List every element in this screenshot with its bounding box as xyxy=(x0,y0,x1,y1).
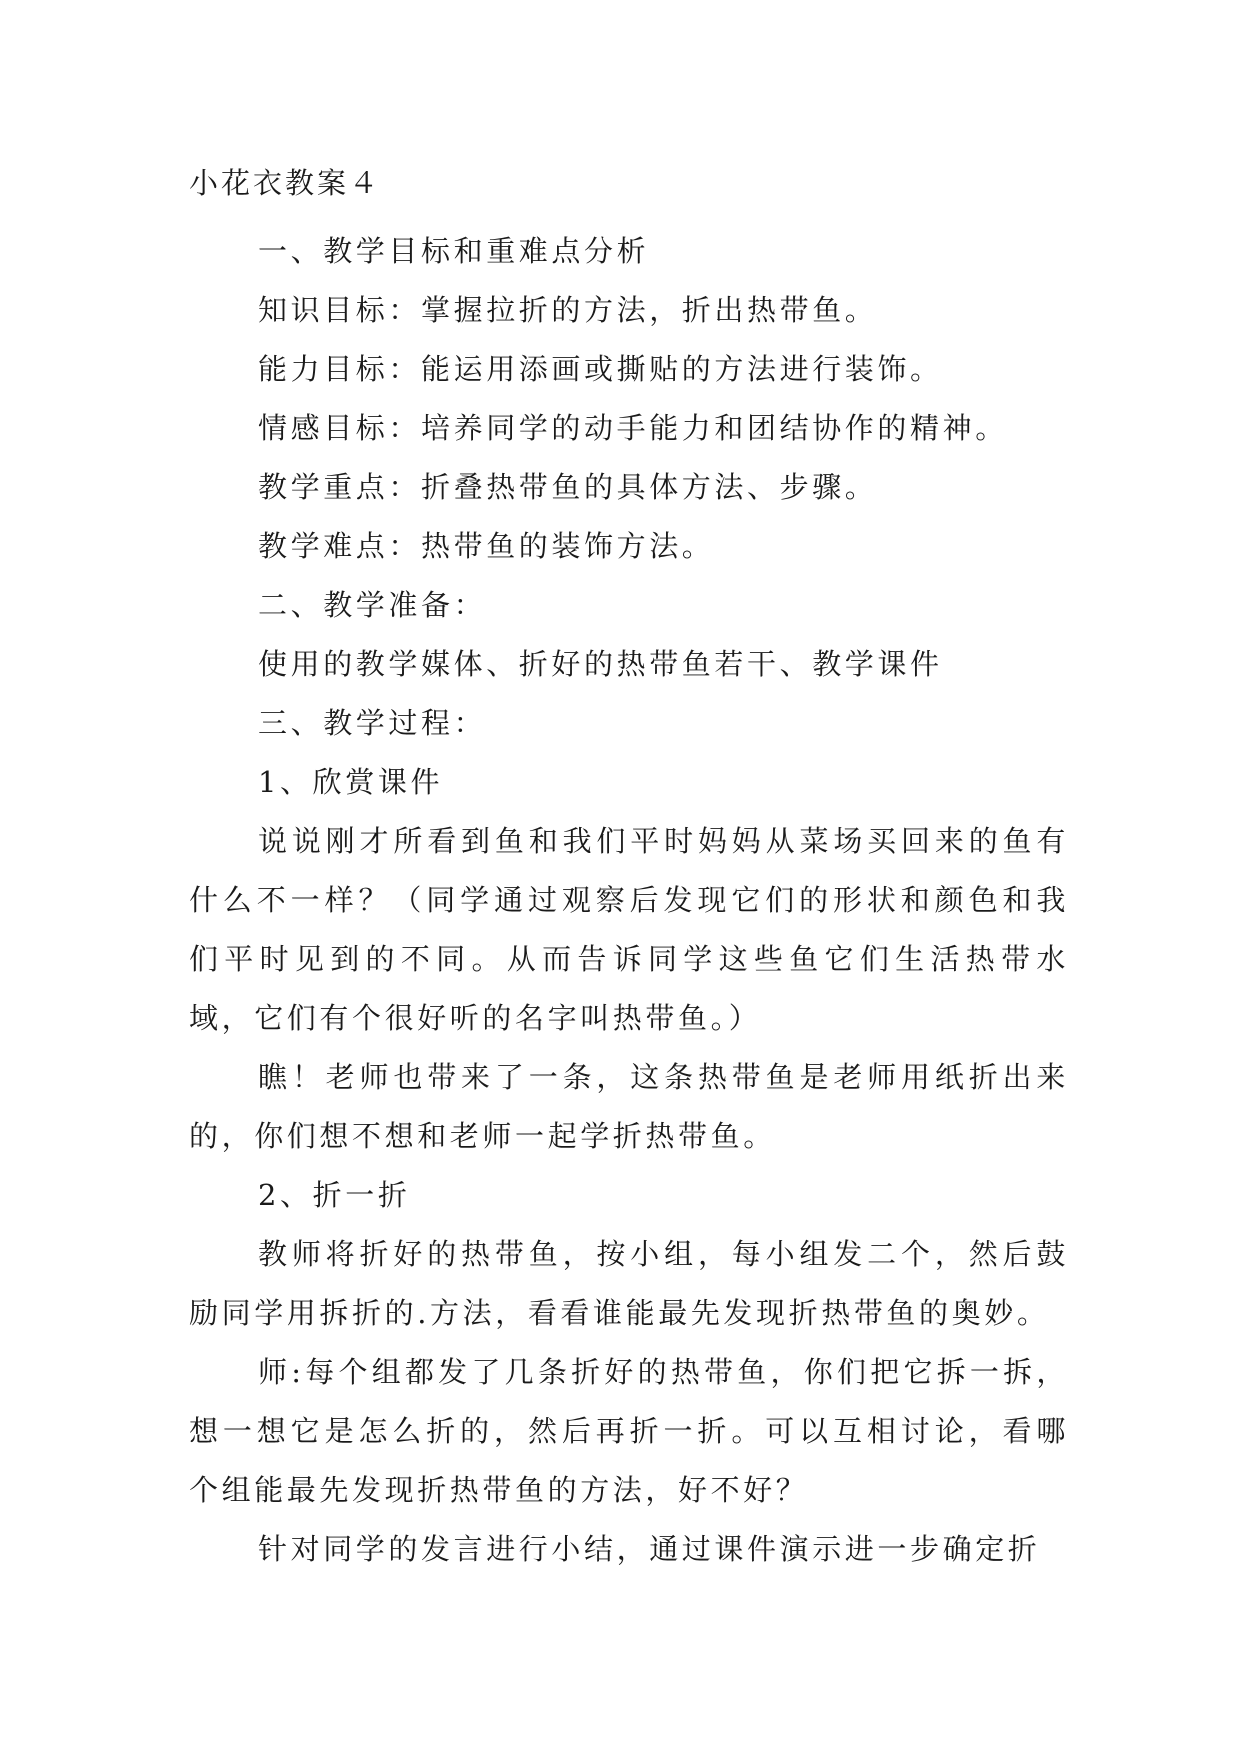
document-title: 小花衣教案４ xyxy=(189,166,382,200)
body-paragraph: 针对同学的发言进行小结，通过课件演示进一步确定折 xyxy=(258,1532,1041,1566)
body-paragraph: 教师将折好的热带鱼，按小组，每小组发二个，然后鼓励同学用拆折的.方法，看看谁能最先发现折热带鱼的奥妙。 xyxy=(189,1237,1069,1330)
body-paragraph: 师:每个组都发了几条折好的热带鱼，你们把它拆一拆，想一想它是怎么折的，然后再折一折。可以互相讨论，看哪个组能最先发现折热带鱼的方法，好不好？ xyxy=(189,1355,1069,1507)
section-heading-preparation: 二、教学准备： xyxy=(258,588,487,622)
section-heading-objectives: 一、教学目标和重难点分析 xyxy=(258,234,650,268)
body-paragraph: 瞧！老师也带来了一条，这条热带鱼是老师用纸折出来的，你们想不想和老师一起学折热带鱼。 xyxy=(189,1060,1069,1153)
teaching-difficulty: 教学难点：热带鱼的装饰方法。 xyxy=(258,529,715,563)
document-body xyxy=(189,222,1069,1579)
emotion-objective: 情感目标：培养同学的动手能力和团结协作的精神。 xyxy=(258,411,1008,445)
step-heading-fold: 2、折一折 xyxy=(258,1178,411,1212)
knowledge-objective: 知识目标：掌握拉折的方法，折出热带鱼。 xyxy=(258,293,878,327)
section-heading-process: 三、教学过程： xyxy=(258,706,487,740)
body-paragraph: 说说刚才所看到鱼和我们平时妈妈从菜场买回来的鱼有什么不一样？（同学通过观察后发现它们的形状和颜色和我们平时见到的不同。从而告诉同学这些鱼它们生活热带水域，它们有个很好听的名字叫热带鱼。） xyxy=(189,824,1069,1035)
preparation-materials: 使用的教学媒体、折好的热带鱼若干、教学课件 xyxy=(258,647,943,681)
step-heading-appreciate: 1、欣赏课件 xyxy=(258,765,444,799)
teaching-focus: 教学重点：折叠热带鱼的具体方法、步骤。 xyxy=(258,470,878,504)
ability-objective: 能力目标：能运用添画或撕贴的方法进行装饰。 xyxy=(258,352,943,386)
